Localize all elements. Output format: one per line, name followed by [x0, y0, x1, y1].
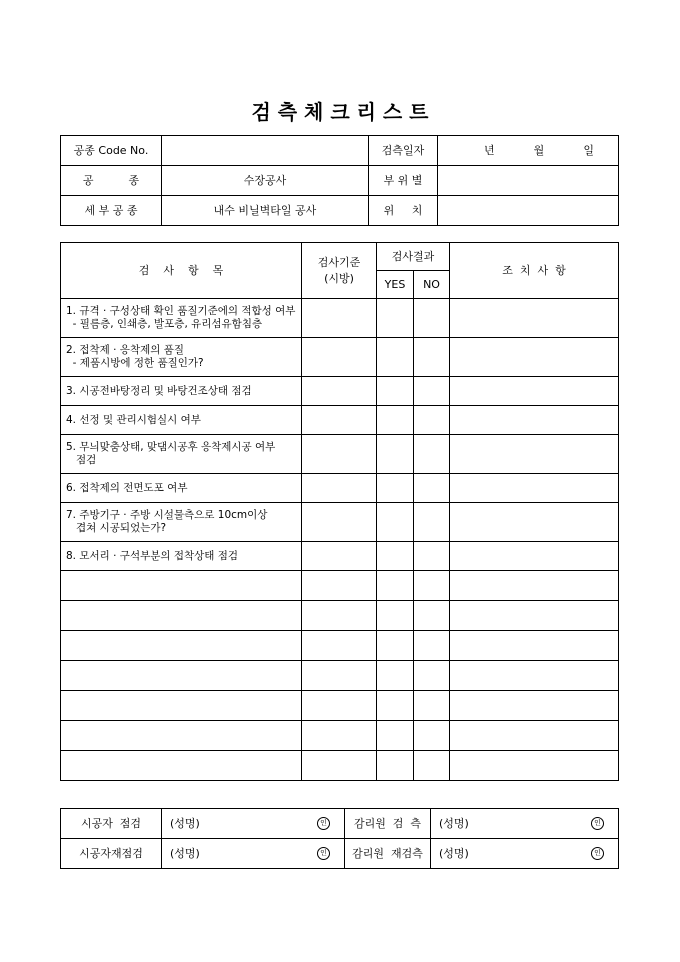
- date-year-label: 년: [484, 144, 495, 157]
- empty-row: [61, 601, 619, 631]
- checklist-item-line1: 2. 접착제 · 응착제의 품질: [66, 344, 184, 356]
- action-cell[interactable]: [450, 691, 619, 721]
- checklist-item: [61, 406, 302, 435]
- action-cell[interactable]: [450, 406, 619, 435]
- no-cell[interactable]: [414, 542, 450, 571]
- checklist-item: [61, 377, 302, 406]
- checklist-item-line1: 5. 무늬맞춤상태, 맞댐시공후 응착제시공 여부: [66, 441, 276, 453]
- header-no: NO: [414, 271, 450, 299]
- action-cell[interactable]: [450, 661, 619, 691]
- no-cell[interactable]: [414, 601, 450, 631]
- no-cell[interactable]: [414, 299, 450, 338]
- standard-cell[interactable]: [302, 377, 377, 406]
- standard-cell[interactable]: [302, 751, 377, 781]
- table-row: [61, 542, 619, 571]
- header-standard: [302, 243, 377, 299]
- action-cell[interactable]: [450, 571, 619, 601]
- no-cell[interactable]: [414, 691, 450, 721]
- empty-row: [61, 691, 619, 721]
- checklist-item-line2: - 제품시방에 정한 품질인가?: [66, 357, 204, 369]
- checklist-item-line1: 6. 접착제의 전면도포 여부: [66, 481, 188, 494]
- checklist-item-line1: 3. 시공전바탕정리 및 바탕건조상태 점검: [66, 384, 252, 397]
- info-table: [60, 135, 619, 226]
- checklist-item[interactable]: [61, 631, 302, 661]
- location-field[interactable]: [438, 196, 619, 226]
- signature-table: [60, 808, 619, 869]
- work-code-field[interactable]: [162, 136, 369, 166]
- table-row: [61, 299, 619, 338]
- standard-cell[interactable]: [302, 661, 377, 691]
- sub-work-label: 세 부 공 종: [61, 196, 162, 226]
- no-cell[interactable]: [414, 661, 450, 691]
- checklist-item-line1: 8. 모서리 · 구석부분의 접착상태 점검: [66, 549, 239, 562]
- date-day-label: 일: [583, 144, 594, 157]
- table-row: [61, 338, 619, 377]
- checklist-item[interactable]: [61, 721, 302, 751]
- checklist-item-line1: 1. 규격 · 구성상태 확인 품질기준에의 적합성 여부: [66, 305, 296, 317]
- action-cell[interactable]: [450, 474, 619, 503]
- checklist-item-line2: - 필름층, 인쇄층, 발포층, 유리섬유함침층: [66, 318, 263, 330]
- checklist-table: [60, 242, 619, 781]
- part-field[interactable]: [438, 166, 619, 196]
- location-label: 위 치: [369, 196, 438, 226]
- checklist-item-line1: 7. 주방기구 · 주방 시설물측으로 10cm이상: [66, 509, 268, 521]
- empty-row: [61, 661, 619, 691]
- supervisor-check-sign[interactable]: [431, 809, 619, 839]
- action-cell[interactable]: [450, 377, 619, 406]
- table-row: [61, 377, 619, 406]
- header-standard-line1: 검사기준: [317, 256, 361, 269]
- yes-cell[interactable]: [377, 542, 414, 571]
- action-cell[interactable]: [450, 435, 619, 474]
- yes-cell[interactable]: [377, 299, 414, 338]
- contractor-check-label: 시공자 점검: [61, 809, 162, 839]
- no-cell[interactable]: [414, 503, 450, 542]
- no-cell[interactable]: [414, 406, 450, 435]
- contractor-recheck-sign[interactable]: [162, 839, 345, 869]
- checklist-item[interactable]: [61, 661, 302, 691]
- work-code-label: 공종 Code No.: [61, 136, 162, 166]
- empty-row: [61, 751, 619, 781]
- standard-cell[interactable]: [302, 299, 377, 338]
- no-cell[interactable]: [414, 631, 450, 661]
- yes-cell[interactable]: [377, 503, 414, 542]
- sign-label: (성명): [170, 847, 200, 860]
- no-cell[interactable]: [414, 338, 450, 377]
- table-row: [61, 435, 619, 474]
- no-cell[interactable]: [414, 435, 450, 474]
- yes-cell[interactable]: [377, 691, 414, 721]
- supervisor-check-label: 감리원 검 측: [345, 809, 431, 839]
- seal-icon: 인: [317, 847, 330, 860]
- seal-icon: 인: [317, 817, 330, 830]
- no-cell[interactable]: [414, 571, 450, 601]
- no-cell[interactable]: [414, 377, 450, 406]
- action-cell[interactable]: [450, 338, 619, 377]
- header-action: 조 치 사 항: [450, 243, 619, 299]
- action-cell[interactable]: [450, 601, 619, 631]
- checklist-item: [61, 299, 302, 338]
- empty-row: [61, 631, 619, 661]
- part-label: 부 위 별: [369, 166, 438, 196]
- standard-cell[interactable]: [302, 503, 377, 542]
- yes-cell[interactable]: [377, 631, 414, 661]
- checklist-item[interactable]: [61, 571, 302, 601]
- checklist-item[interactable]: [61, 751, 302, 781]
- empty-row: [61, 571, 619, 601]
- standard-cell[interactable]: [302, 474, 377, 503]
- standard-cell[interactable]: [302, 691, 377, 721]
- supervisor-recheck-label: 감리원 재검측: [345, 839, 431, 869]
- checklist-item-line2: 점검: [66, 454, 97, 466]
- yes-cell[interactable]: [377, 474, 414, 503]
- seal-icon: 인: [591, 817, 604, 830]
- checklist-item-line1: 4. 선정 및 관리시험실시 여부: [66, 413, 201, 426]
- table-row: [61, 474, 619, 503]
- yes-cell[interactable]: [377, 601, 414, 631]
- sign-label: (성명): [170, 817, 200, 830]
- sub-work-value: 내수 비닐벽타일 공사: [162, 196, 369, 226]
- action-cell[interactable]: [450, 721, 619, 751]
- standard-cell[interactable]: [302, 631, 377, 661]
- standard-cell[interactable]: [302, 571, 377, 601]
- sign-label: (성명): [439, 817, 469, 830]
- header-item: 검 사 항 목: [61, 243, 302, 299]
- checklist-item: [61, 503, 302, 542]
- header-standard-line2: (시방): [324, 272, 354, 285]
- standard-cell[interactable]: [302, 721, 377, 751]
- work-type-value: 수장공사: [162, 166, 369, 196]
- action-cell[interactable]: [450, 631, 619, 661]
- yes-cell[interactable]: [377, 377, 414, 406]
- standard-cell[interactable]: [302, 338, 377, 377]
- yes-cell[interactable]: [377, 338, 414, 377]
- standard-cell[interactable]: [302, 435, 377, 474]
- checklist-item: [61, 542, 302, 571]
- header-result: 검사결과: [377, 243, 450, 271]
- action-cell[interactable]: [450, 299, 619, 338]
- standard-cell[interactable]: [302, 601, 377, 631]
- action-cell[interactable]: [450, 751, 619, 781]
- yes-cell[interactable]: [377, 571, 414, 601]
- action-cell[interactable]: [450, 503, 619, 542]
- contractor-check-sign[interactable]: [162, 809, 345, 839]
- work-type-label: 공 종: [61, 166, 162, 196]
- checklist-item-line2: 겹쳐 시공되었는가?: [66, 522, 167, 534]
- yes-cell[interactable]: [377, 661, 414, 691]
- yes-cell[interactable]: [377, 751, 414, 781]
- checklist-item: [61, 474, 302, 503]
- table-row: [61, 406, 619, 435]
- yes-cell[interactable]: [377, 406, 414, 435]
- seal-icon: 인: [591, 847, 604, 860]
- sign-label: (성명): [439, 847, 469, 860]
- standard-cell[interactable]: [302, 542, 377, 571]
- inspect-date-label: 검측일자: [369, 136, 438, 166]
- yes-cell[interactable]: [377, 721, 414, 751]
- inspect-date-field[interactable]: [438, 136, 619, 166]
- no-cell[interactable]: [414, 474, 450, 503]
- checklist-item[interactable]: [61, 601, 302, 631]
- supervisor-recheck-sign[interactable]: [431, 839, 619, 869]
- action-cell[interactable]: [450, 542, 619, 571]
- checklist-item[interactable]: [61, 691, 302, 721]
- standard-cell[interactable]: [302, 406, 377, 435]
- no-cell[interactable]: [414, 751, 450, 781]
- no-cell[interactable]: [414, 721, 450, 751]
- header-yes: YES: [377, 271, 414, 299]
- contractor-recheck-label: 시공자재점검: [61, 839, 162, 869]
- date-month-label: 월: [533, 144, 545, 157]
- yes-cell[interactable]: [377, 435, 414, 474]
- empty-row: [61, 721, 619, 751]
- checklist-item: [61, 338, 302, 377]
- checklist-item: [61, 435, 302, 474]
- page-title: 검 측 체 크 리 스 트: [251, 100, 429, 124]
- table-row: [61, 503, 619, 542]
